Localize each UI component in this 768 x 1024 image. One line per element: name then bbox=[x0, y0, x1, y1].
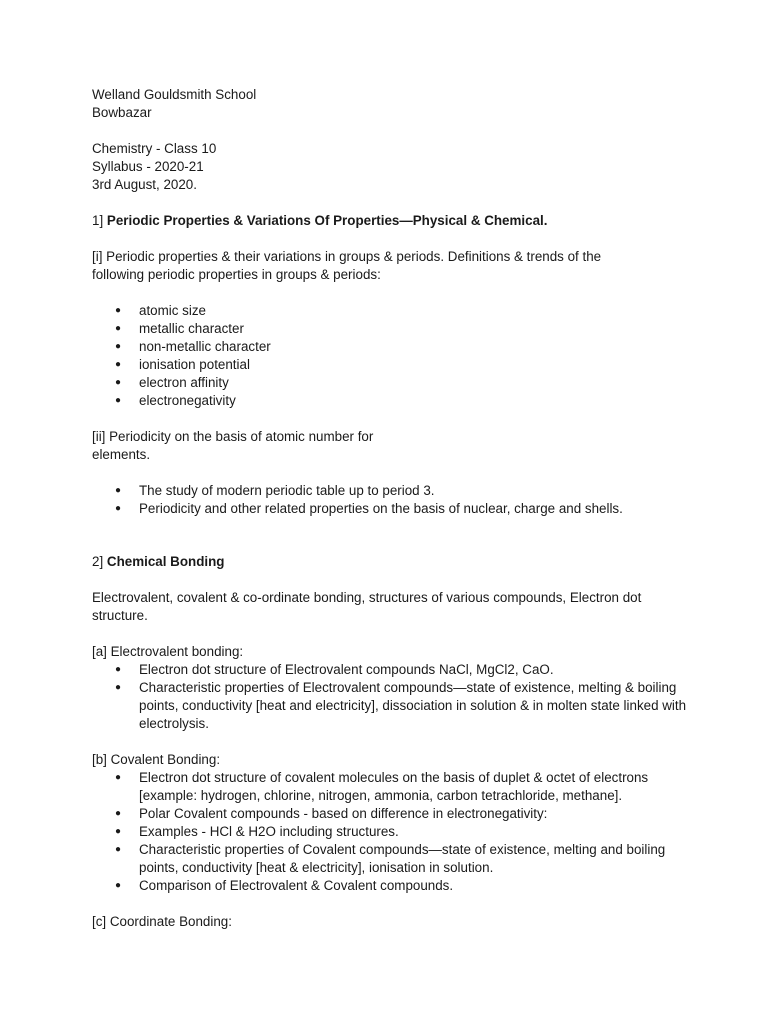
part-ii-list bbox=[92, 482, 692, 518]
part-b-label: [b] Covalent Bonding: bbox=[92, 752, 221, 767]
bullet-icon: ● bbox=[115, 305, 122, 316]
list-item: ● Electron dot structure of Electrovalent compounds NaCl, MgCl2, CaO. bbox=[115, 662, 554, 677]
part-c-label: [c] Coordinate Bonding: bbox=[92, 914, 232, 929]
list-item: ● Characteristic properties of Electrovalent compounds—state of existence, melting & boiling points, conductivity [heat and electricity], dissociation in solution & in molten state linked with electrolysis. bbox=[115, 680, 687, 731]
bullet-icon: ● bbox=[115, 341, 122, 352]
school-name: Welland Gouldsmith School bbox=[92, 87, 257, 102]
bullet-icon: ● bbox=[115, 377, 122, 388]
section-1-part-i-text: [i] Periodic properties & their variations in groups & periods. Definitions & trends of the following periodic properties in groups & periods: bbox=[92, 249, 602, 282]
list-item: ● electron affinity bbox=[115, 375, 229, 390]
section-2-intro: Electrovalent, covalent & co-ordinate bonding, structures of various compounds, Electron dot structure. bbox=[92, 590, 642, 623]
bullet-icon: ● bbox=[115, 808, 122, 819]
list-item: ● Polar Covalent compounds - based on difference in electronegativity: bbox=[115, 806, 548, 821]
bullet-icon: ● bbox=[115, 485, 122, 496]
bullet-icon: ● bbox=[115, 395, 122, 406]
list-item: ● non-metallic character bbox=[115, 339, 271, 354]
section-1-heading bbox=[92, 212, 692, 230]
date-line: 3rd August, 2020. bbox=[92, 177, 197, 192]
bullet-icon: ● bbox=[115, 772, 122, 783]
section-1-title: Periodic Properties & Variations Of Properties—Physical & Chemical. bbox=[106, 213, 548, 228]
list-item: ● Characteristic properties of Covalent compounds—state of existence, melting and boiling points, conductivity [heat & electricity], ionisation in solution. bbox=[115, 842, 666, 875]
list-item: ● The study of modern periodic table up to period 3. bbox=[115, 483, 435, 498]
syllabus-line: Syllabus - 2020-21 bbox=[92, 159, 204, 174]
bullet-icon: ● bbox=[115, 323, 122, 334]
part-i-list bbox=[92, 302, 692, 410]
list-item: ● Electron dot structure of covalent molecules on the basis of duplet & octet of electrons [example: hydrogen, chlorine, nitrogen, ammonia, carbon tetrachloride, methane]. bbox=[115, 770, 649, 803]
list-item: ● Examples - HCl & H2O including structures. bbox=[115, 824, 399, 839]
bullet-icon: ● bbox=[115, 359, 122, 370]
part-b-list bbox=[92, 769, 692, 895]
section-1-part-ii-text: [ii] Periodicity on the basis of atomic number for elements. bbox=[92, 429, 374, 462]
list-item: ● atomic size bbox=[115, 303, 206, 318]
bullet-icon: ● bbox=[115, 503, 122, 514]
list-item: ● electronegativity bbox=[115, 393, 236, 408]
document-page bbox=[92, 86, 692, 931]
school-location: Bowbazar bbox=[92, 105, 152, 120]
bullet-icon: ● bbox=[115, 664, 122, 675]
bullet-icon: ● bbox=[115, 880, 122, 891]
part-a-label: [a] Electrovalent bonding: bbox=[92, 644, 244, 659]
section-1-number: 1] bbox=[92, 213, 104, 228]
subject-line: Chemistry - Class 10 bbox=[92, 141, 217, 156]
section-2-heading bbox=[92, 553, 692, 571]
list-item: ● ionisation potential bbox=[115, 357, 250, 372]
section-2-title: Chemical Bonding bbox=[106, 554, 225, 569]
list-item: ● Periodicity and other related properties on the basis of nuclear, charge and shells. bbox=[115, 501, 623, 516]
list-item: ● Comparison of Electrovalent & Covalent compounds. bbox=[115, 878, 454, 893]
bullet-icon: ● bbox=[115, 682, 122, 693]
bullet-icon: ● bbox=[115, 844, 122, 855]
list-item: ● metallic character bbox=[115, 321, 244, 336]
bullet-icon: ● bbox=[115, 826, 122, 837]
part-a-list bbox=[92, 661, 692, 733]
section-2-number: 2] bbox=[92, 554, 104, 569]
